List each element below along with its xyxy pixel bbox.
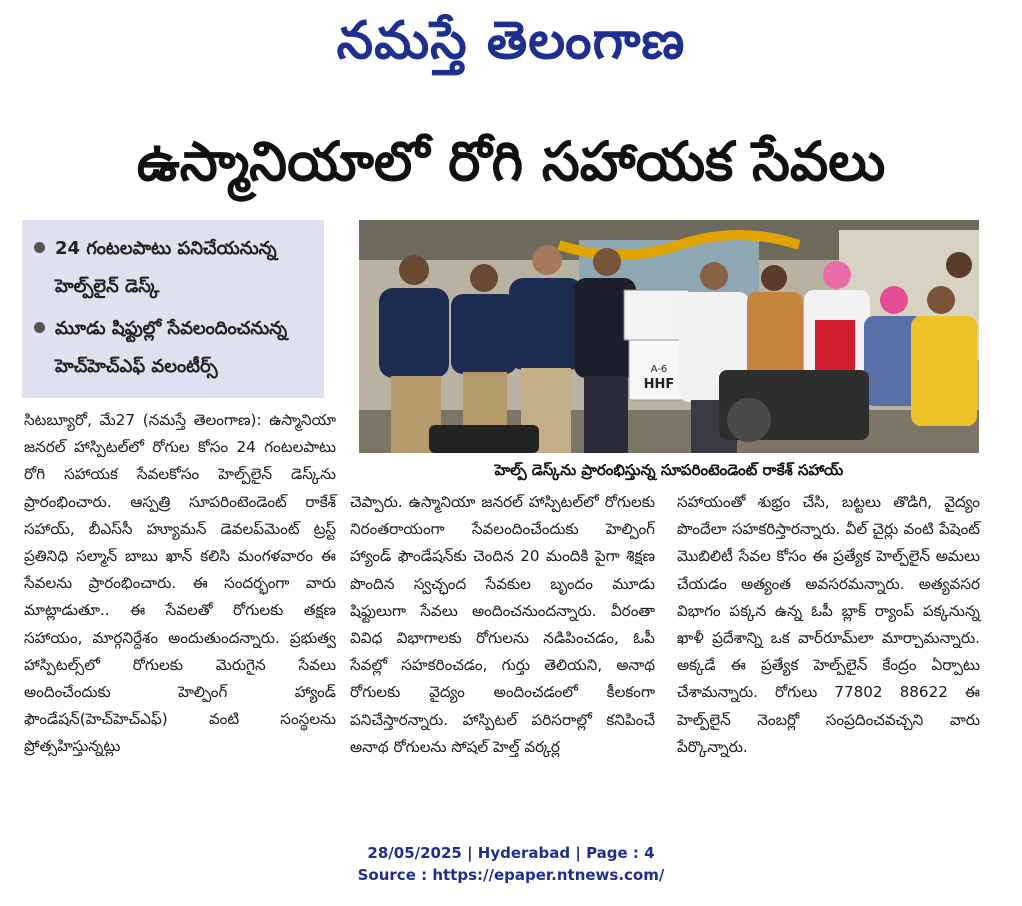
- edition-info: 28/05/2025 | Hyderabad | Page : 4: [367, 844, 655, 862]
- highlight-text: మూడు షిఫ్టుల్లో సేవలందించనున్న హెచ్‌హెచ్‌ఎఫ్ వలంటీర్స్: [55, 318, 288, 377]
- article-headline: ఉస్మానియాలో రోగి సహాయక సేవలు: [136, 130, 886, 193]
- article-photo: [359, 220, 979, 453]
- article-column-1: [24, 407, 336, 761]
- page-footer: [0, 842, 1022, 886]
- highlights-box: [22, 220, 324, 398]
- article-column-2: [350, 489, 655, 761]
- photo-caption: హెల్ప్ డెస్క్‌ను ప్రారంభిస్తున్న సూపరింటెండెంట్ రాకేశ్ సహాయ్: [494, 461, 844, 479]
- photo-illustration: [359, 220, 979, 453]
- sign-label: HHF: [643, 377, 675, 392]
- sign-code: A-6: [650, 364, 668, 375]
- highlight-item: [32, 310, 316, 386]
- article-column-3: [677, 489, 980, 761]
- newspaper-masthead: నమస్తే తెలంగాణ: [336, 10, 686, 71]
- bullet-icon: [34, 242, 45, 253]
- highlight-item: [32, 230, 316, 306]
- bullet-icon: [34, 322, 45, 333]
- article-paragraph: సిటబ్యూరో, మే27 (నమస్తే తెలంగాణ): ఉస్మానియా జనరల్ హాస్పిటల్‌లో రోగుల కోసం 24 గంటలపాటు రోగి సహాయక సేవలకోసం హెల్ప్‌లైన్ డెస్క్‌ను ప్రారంభించారు. ఆస్పత్రి సూపరింటెండెంట్ రాకేశ్ సహాయ్, బీఎస్‌సీ హ్యూమన్ డెవలప్‌మెంట్ ట్రస్ట్ ప్రతినిధి సల్మాన్ బాబు ఖాన్ కలిసి మంగళవారం ఈ సేవలను ప్రారంభించారు. ఈ సందర్భంగా వారు మాట్లాడుతూ.. ఈ సేవలతో రోగులకు తక్షణ సహాయం, మార్గనిర్దేశం అందుతుందన్నారు. ప్రభుత్వ హాస్పిటల్స్‌లో రోగులకు మెరుగైన సేవలు అందించేందుకు హెల్పింగ్ హ్యాండ్ ఫౌండేషన్(హెచ్‌హెచ్‌ఎఫ్) వంటి సంస్థలను ప్రోత్సహిస్తున్నట్లు: [24, 411, 336, 756]
- highlight-text: 24 గంటలపాటు పనిచేయనున్న హెల్ప్‌లైన్ డెస్క్: [55, 238, 277, 297]
- article-paragraph: చెప్పారు. ఉస్మానియా జనరల్ హాస్పిటల్‌లో రోగులకు నిరంతరాయంగా సేవలందించేందుకు హెల్పింగ్ హ్యాండ్ ఫౌండేషన్‌కు చెందిన 20 మందికి పైగా శిక్షణ పొందిన స్వచ్ఛంద సేవకుల బృందం మూడు షిఫ్టులుగా సేవలు అందించనుందన్నారు. వీరంతా వివిధ విభాగాలకు రోగులను నడిపించడం, ఓపీ సేవల్లో సహకరించడం, గుర్తు తెలియని, అనాథ రోగులకు వైద్యం అందించడంలో కీలకంగా పనిచేస్తారన్నారు. హాస్పిటల్ పరిసరాల్లో కనిపించే అనాథ రోగులను సోషల్ హెల్త్ వర్కర్ల: [350, 493, 655, 756]
- source-link[interactable]: Source : https://epaper.ntnews.com/: [357, 866, 665, 884]
- article-paragraph: సహాయంతో శుభ్రం చేసి, బట్టలు తొడిగి, వైద్యం పొందేలా సహకరిస్తారన్నారు. వీల్ చైర్లు వంటి పేషెంట్ మొబిలిటీ సేవల కోసం ఈ ప్రత్యేక హెల్ప్‌లైన్ అమలు చేయడం అత్యంత అవసరమన్నారు. అత్యవసర విభాగం పక్కన ఉన్న ఓపీ బ్లాక్ ర్యాంప్ పక్కనున్న ఖాళీ ప్రదేశాన్ని ఒక వార్‌రూమ్‌లా మార్చామన్నారు. అక్కడే ఈ ప్రత్యేక హెల్ప్‌లైన్ కేంద్రం ఏర్పాటు చేశామన్నారు. రోగులు 77802 88622 ఈ హెల్ప్‌లైన్ నెంబర్లో సంప్రదించవచ్చని వారు పేర్కొన్నారు.: [677, 493, 980, 756]
